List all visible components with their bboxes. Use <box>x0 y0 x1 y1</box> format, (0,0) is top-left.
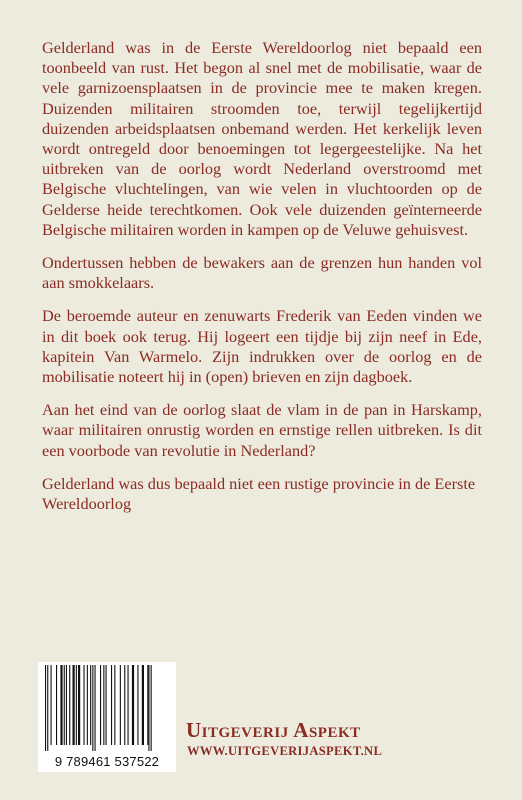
blurb-paragraph-3: De beroemde auteur en zenuwarts Frederik van Eeden vinden we in dit boek ook terug. Hij logeert een tijdje bij zijn neef in Ede, kapitein Van Warmelo. Zijn indrukken over de oorlog en de mobilisatie noteert hij in (open) brieven en zijn dagboek. <box>42 306 482 387</box>
barcode-bar <box>100 665 101 745</box>
publisher-name: Uitgeverij Aspekt <box>186 718 361 742</box>
barcode-bar <box>95 665 96 751</box>
barcode-bar <box>111 665 112 745</box>
barcode-bar <box>45 665 46 751</box>
barcode-bar <box>69 665 70 745</box>
blurb-paragraph-4: Aan het eind van de oorlog slaat de vlam in de pan in Harskamp, waar militairen onrustig worden en ernstige rellen uitbreken. Is dit een voorbode van revolutie in Nederland? <box>42 400 482 460</box>
barcode-bar <box>148 665 149 751</box>
barcode-bar <box>76 665 77 745</box>
barcode-bar <box>151 665 152 751</box>
barcode-bar <box>128 665 129 745</box>
barcode-bar <box>84 665 85 745</box>
barcode-bar <box>56 665 57 745</box>
barcode-bar <box>87 665 88 745</box>
barcode-bar <box>142 665 144 745</box>
barcode-bar <box>60 665 62 745</box>
barcode-bar <box>114 665 115 745</box>
barcode-bars <box>41 665 173 751</box>
barcode-bar <box>78 665 80 745</box>
barcode-bar <box>106 665 107 745</box>
barcode-bar <box>64 665 65 745</box>
barcode-bar <box>51 665 52 745</box>
isbn-number: 9 789461 537522 <box>54 754 160 769</box>
blurb-text <box>42 38 482 527</box>
blurb-paragraph-2: Ondertussen hebben de bewakers aan de grenzen hun handen vol aan smokkelaars. <box>42 253 482 293</box>
barcode-bar <box>90 665 91 745</box>
barcode-bar <box>120 665 121 745</box>
barcode-bar <box>132 665 134 745</box>
blurb-paragraph-1: Gelderland was in de Eerste Wereldoorlog niet bepaald een toonbeeld van rust. Het begon al snel met de mobilisatie, waar de vele garnizoensplaatsen in de provincie mee te maken kregen. Duizenden militairen stroomden toe, terwijl tegelijkertijd duizenden arbeidsplaatsen onbemand werden. Het kerkelijk leven wordt ontregeld door benoemingen tot legergeestelijke. Na het uitbreken van de oorlog wordt Nederland overstroomd met Belgische vluchtelingen, van wie velen in vluchtoorden op de Gelderse heide terechtkomen. Ook vele duizenden geïnterneerde Belgische militairen worden in kampen op de Veluwe gehuisvest. <box>42 38 482 239</box>
barcode-bar <box>137 665 138 745</box>
barcode-bar <box>73 665 75 745</box>
barcode-bar <box>147 665 148 745</box>
barcode-bar <box>92 665 93 751</box>
barcode-bar <box>103 665 104 745</box>
barcode-bar <box>47 665 48 751</box>
publisher-url: WWW.UITGEVERIJASPEKT.NL <box>187 744 383 758</box>
barcode-bar <box>124 665 125 745</box>
blurb-paragraph-5: Gelderland was dus bepaald niet een rustige provincie in de Eerste Wereldoorlog <box>42 473 476 514</box>
barcode-bar <box>66 665 67 745</box>
isbn-barcode <box>38 662 176 772</box>
